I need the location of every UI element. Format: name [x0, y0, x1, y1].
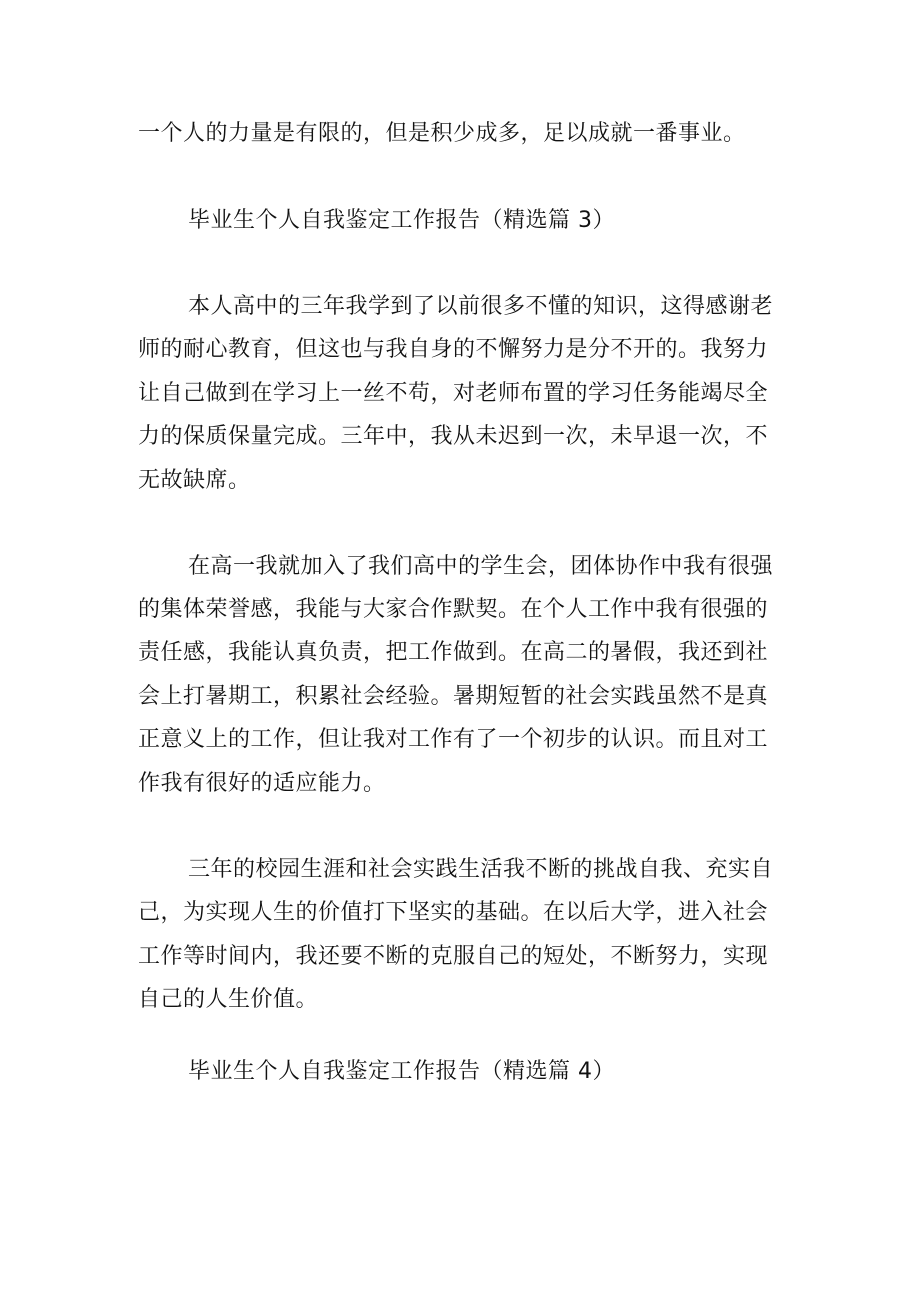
paragraph-line: 三年的校园生涯和社会实践生活我不断的挑战自我、充实自	[188, 857, 774, 882]
paragraph-line: 责任感，我能认真负责，把工作做到。在高二的暑假，我还到社	[138, 640, 769, 665]
paragraph-line: 让自己做到在学习上一丝不苟，对老师布置的学习任务能竭尽全	[138, 381, 769, 406]
section-heading-4: 毕业生个人自我鉴定工作报告（精选篇 4）	[188, 1059, 615, 1084]
paragraph-line: 工作等时间内，我还要不断的克服自己的短处，不断努力，实现	[138, 944, 769, 969]
paragraph-line: 自己的人生价值。	[138, 987, 319, 1012]
paragraph-line: 师的耐心教育，但这也与我自身的不懈努力是分不开的。我努力	[138, 337, 769, 362]
paragraph-line: 本人高中的三年我学到了以前很多不懂的知识，这得感谢老	[188, 294, 774, 319]
paragraph-line: 作我有很好的适应能力。	[138, 771, 386, 796]
section-heading-3: 毕业生个人自我鉴定工作报告（精选篇 3）	[188, 208, 615, 233]
paragraph-line: 会上打暑期工，积累社会经验。暑期短暂的社会实践虽然不是真	[138, 684, 769, 709]
intro-line: 一个人的力量是有限的，但是积少成多，足以成就一番事业。	[138, 121, 746, 146]
paragraph-line: 正意义上的工作，但让我对工作有了一个初步的认识。而且对工	[138, 727, 769, 752]
paragraph-line: 力的保质保量完成。三年中，我从未迟到一次，未早退一次，不	[138, 424, 769, 449]
paragraph-line: 的集体荣誉感，我能与大家合作默契。在个人工作中我有很强的	[138, 597, 769, 622]
paragraph-line: 无故缺席。	[138, 468, 251, 493]
paragraph-line: 在高一我就加入了我们高中的学生会，团体协作中我有很强	[188, 554, 774, 579]
paragraph-line: 己，为实现人生的价值打下坚实的基础。在以后大学，进入社会	[138, 900, 769, 925]
